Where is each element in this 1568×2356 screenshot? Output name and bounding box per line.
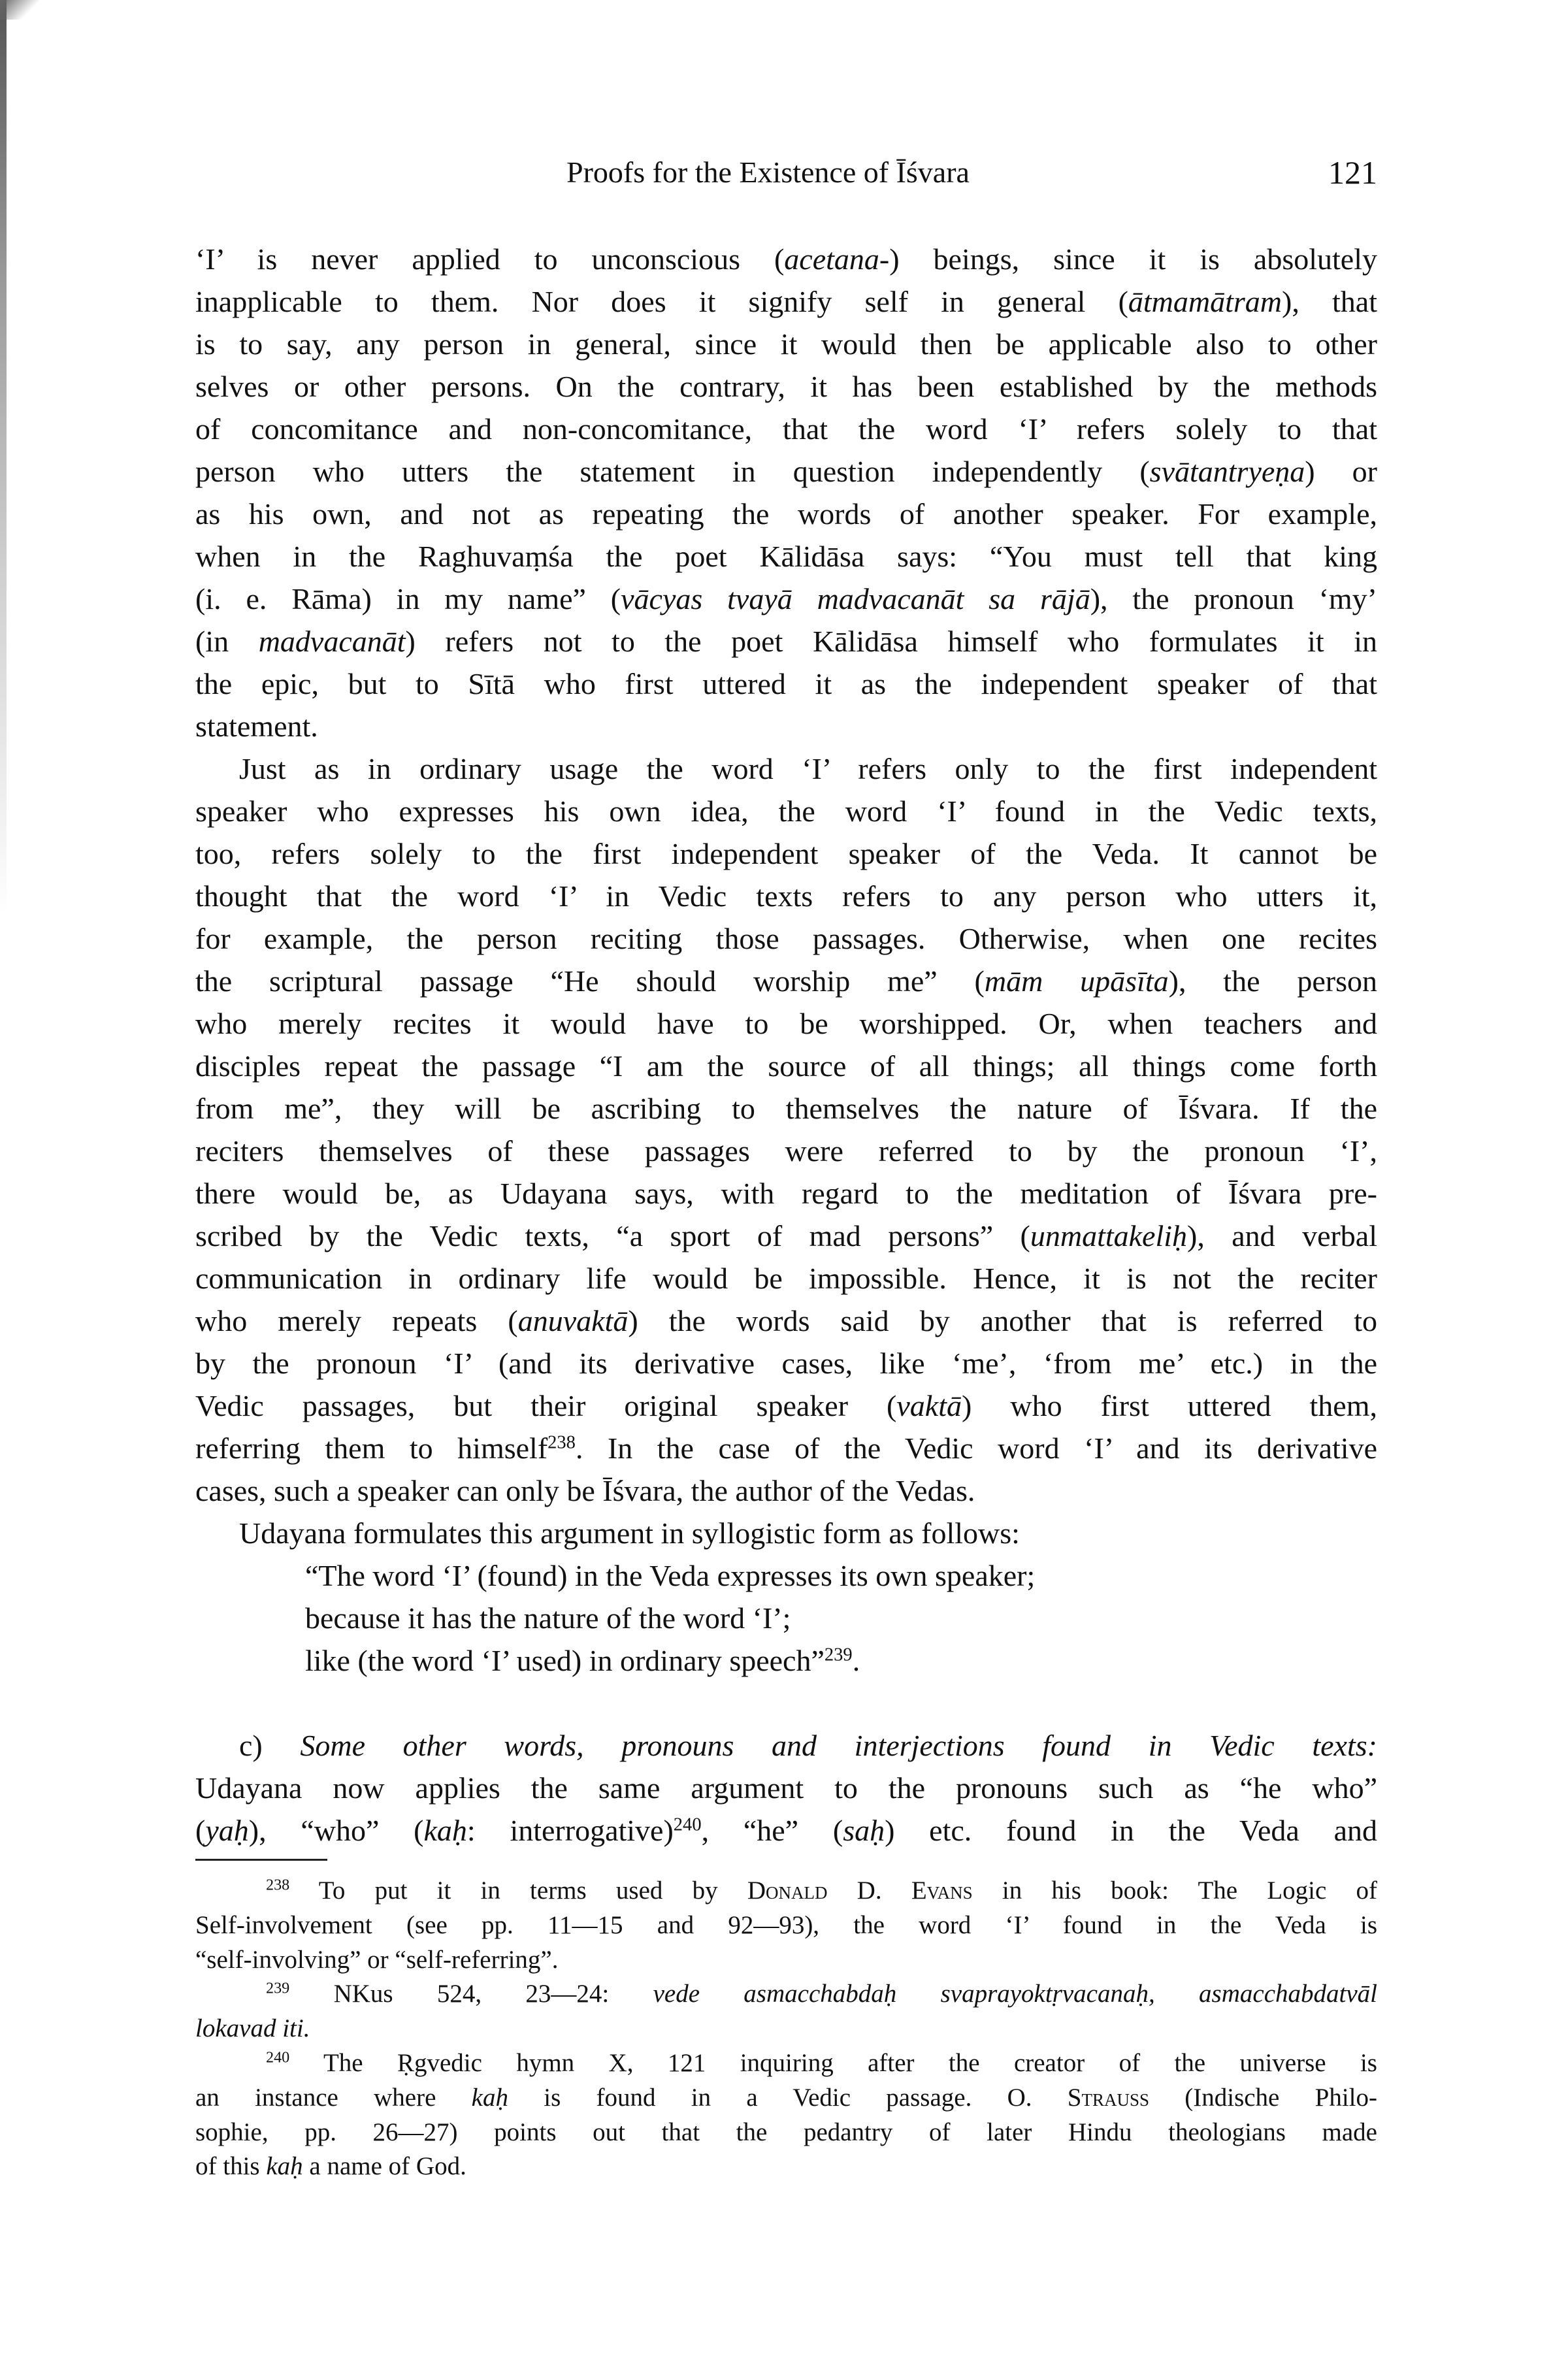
text-run: Udayana formulates this argument in syllogistic form as follows: [239, 1516, 1020, 1550]
text-line [195, 280, 1377, 323]
text-run: “The word ‘I’ (found) in the Veda expresses its own speaker; [305, 1559, 1036, 1592]
text-run: ) or [1305, 455, 1378, 488]
italic-term: yaḥ [205, 1814, 249, 1847]
text-line [195, 875, 1377, 917]
italic-term: kaḥ [471, 2083, 508, 2112]
italic-term: ātmamātram [1128, 285, 1282, 318]
italic-term: mām upāsīta [984, 964, 1169, 998]
footnote-reference: 239 [266, 1980, 290, 1998]
italic-term: svātantryeṇa [1149, 455, 1305, 488]
text-run: reciters themselves of these passages were referred to by the pronoun ‘I’, [195, 1134, 1377, 1168]
text-run: inapplicable to them. Nor does it signify self in general ( [195, 285, 1128, 318]
text-run: the scriptural passage “He should worship me” ( [195, 964, 985, 998]
footnote-line [266, 2046, 1377, 2080]
text-line [305, 1597, 1377, 1639]
text-run: cases, such a speaker can only be Īśvara, the author of the Vedas. [195, 1474, 975, 1507]
text-run: there would be, as Udayana says, with regard to the meditation of Īśvara pre- [195, 1177, 1377, 1210]
text-run: for example, the person reciting those passages. Otherwise, when one recites [195, 922, 1377, 955]
text-run: (in [195, 625, 259, 658]
text-run: ) beings, since it is absolutely [889, 242, 1377, 276]
italic-term: vaktā [896, 1389, 962, 1422]
text-line [195, 323, 1377, 365]
text-run: D. [827, 1876, 911, 1905]
running-head-title: Proofs for the Existence of Īśvara [566, 155, 970, 189]
text-line [195, 1384, 1377, 1427]
text-line [195, 790, 1377, 832]
text-run: of this [195, 2152, 267, 2181]
text-line [195, 1215, 1377, 1257]
text-run: from me”, they will be ascribing to themselves the nature of Īśvara. If the [195, 1092, 1377, 1125]
text-run: Self-involvement (see pp. 11—15 and 92—93), the word ‘I’ found in the Veda is [195, 1910, 1377, 1939]
footnote-line [195, 1908, 1377, 1942]
page-number: 121 [1328, 154, 1377, 191]
text-run: sophie, pp. 26—27) points out that the pedantry of later Hindu theologians made [195, 2118, 1377, 2146]
text-run: ), “who” ( [248, 1814, 424, 1847]
italic-term: saḥ [843, 1814, 885, 1847]
text-run: . In the case of the Vedic word ‘I’ and its derivative [575, 1432, 1377, 1465]
text-run: disciples repeat the passage “I am the source of all things; all things come forth [195, 1049, 1377, 1083]
text-run: Vedic passages, but their original speaker ( [195, 1389, 897, 1422]
footnote-line [195, 2011, 1377, 2046]
text-run: ), the person [1168, 964, 1377, 998]
text-line [195, 450, 1377, 493]
footnote-line [195, 2115, 1377, 2150]
text-line [195, 917, 1377, 960]
text-line [195, 1045, 1377, 1087]
text-run: who merely repeats ( [195, 1304, 518, 1337]
text-run: person who utters the statement in question independently ( [195, 455, 1150, 488]
text-line [195, 1087, 1377, 1130]
text-run: as his own, and not as repeating the words of another speaker. For example, [195, 497, 1377, 531]
text-run: Strauss [1067, 2083, 1149, 2112]
text-line [195, 832, 1377, 875]
text-run: is found in a Vedic passage. O. [508, 2083, 1068, 2112]
text-run: : interrogative) [466, 1814, 674, 1847]
text-run: because it has the nature of the word ‘I’; [305, 1601, 791, 1635]
text-line [195, 535, 1377, 578]
text-line [195, 238, 1377, 280]
text-run: c) [239, 1729, 301, 1762]
text-line [195, 1130, 1377, 1172]
text-line [195, 408, 1377, 450]
italic-term: vācyas tvayā madvacanāt sa rājā [621, 582, 1090, 615]
text-run: thought that the word ‘I’ in Vedic texts refers to any person who utters it, [195, 879, 1377, 913]
italic-term: Some other words, pronouns and interjections found in Vedic texts: [300, 1729, 1377, 1762]
text-line [195, 1002, 1377, 1045]
text-line [195, 1172, 1377, 1215]
text-line [195, 960, 1377, 1002]
footnote-line [266, 1873, 1377, 1908]
footnote-reference: 240 [266, 2048, 290, 2067]
text-run: “self-involving” or “self-referring”. [195, 1945, 559, 1974]
footnote-line [266, 1976, 1377, 2011]
italic-term: kaḥ [266, 2152, 303, 2181]
footnote-reference: 240 [673, 1814, 702, 1835]
text-line [239, 747, 1377, 790]
text-run: is to say, any person in general, since it would then be applicable also to other [195, 327, 1377, 361]
scan-edge-shadow [0, 0, 7, 915]
italic-term: lokavad iti. [195, 2014, 310, 2043]
text-run: in his book: The Logic of [972, 1876, 1377, 1905]
scan-corner-shadow [0, 0, 39, 20]
text-run: statement. [195, 710, 318, 743]
text-line [195, 1809, 1377, 1852]
footnote-line [195, 2080, 1377, 2115]
text-line [305, 1554, 1377, 1597]
text-line [195, 365, 1377, 408]
text-run: like (the word ‘I’ used) in ordinary speech” [305, 1644, 825, 1677]
text-run: To put it in terms used by [289, 1876, 747, 1905]
text-run: a name of God. [302, 2152, 466, 2181]
text-run: Evans [911, 1876, 973, 1905]
text-line [195, 1427, 1377, 1469]
footnote-line [195, 1942, 1377, 1977]
text-run: ‘I’ is never applied to unconscious ( [195, 242, 785, 276]
text-run: The Ṛgvedic hymn X, 121 inquiring after the creator of the universe is [289, 2049, 1377, 2077]
text-run: when in the Raghuvaṃśa the poet Kālidāsa says: “You must tell that king [195, 540, 1377, 573]
text-line [195, 1469, 1377, 1512]
text-line [195, 620, 1377, 663]
text-run: , “he” ( [701, 1814, 843, 1847]
text-run: referring them to himself [195, 1432, 548, 1465]
italic-term: vede asmacchabdaḥ svaprayoktṛvacanaḥ, asmacchabdatvāl [653, 1980, 1377, 2008]
text-run: ), that [1282, 285, 1378, 318]
italic-term: madvacanāt [258, 625, 406, 658]
text-run: too, refers solely to the first independent speaker of the Veda. It cannot be [195, 837, 1377, 870]
italic-term: unmattakeliḥ [1030, 1219, 1188, 1252]
text-run: (i. e. Rāma) in my name” ( [195, 582, 621, 615]
text-run: speaker who expresses his own idea, the word ‘I’ found in the Vedic texts, [195, 794, 1377, 828]
text-line [195, 663, 1377, 705]
text-run: NKus 524, 23—24: [289, 1980, 653, 2008]
text-run: by the pronoun ‘I’ (and its derivative cases, like ‘me’, ‘from me’ etc.) in the [195, 1347, 1377, 1380]
footnote-reference: 238 [266, 1876, 290, 1894]
text-run: communication in ordinary life would be impossible. Hence, it is not the reciter [195, 1262, 1377, 1295]
italic-term: acetana- [784, 242, 890, 276]
text-run: an instance where [195, 2083, 472, 2112]
text-run: of concomitance and non-concomitance, that the word ‘I’ refers solely to that [195, 412, 1377, 446]
text-line [195, 1257, 1377, 1300]
text-run: selves or other persons. On the contrary, it has been established by the methods [195, 370, 1377, 403]
text-run: ) refers not to the poet Kālidāsa himself who formulates it in [405, 625, 1377, 658]
text-run: (Indische Philo- [1149, 2083, 1377, 2112]
text-run: ( [195, 1814, 206, 1847]
footnote-line [195, 2149, 1377, 2184]
text-line [195, 578, 1377, 620]
text-run: scribed by the Vedic texts, “a sport of mad persons” ( [195, 1219, 1030, 1252]
text-line [195, 1300, 1377, 1342]
italic-term: anuvaktā [517, 1304, 629, 1337]
text-line [239, 1724, 1377, 1767]
footnote-separator [195, 1859, 327, 1861]
text-run: ), and verbal [1187, 1219, 1377, 1252]
text-run: the epic, but to Sītā who first uttered it as the independent speaker of that [195, 667, 1377, 700]
text-run: ) the words said by another that is referred to [628, 1304, 1377, 1337]
text-run: ) etc. found in the Veda and [885, 1814, 1377, 1847]
text-line [195, 1767, 1377, 1809]
text-line [195, 1342, 1377, 1384]
text-run: Donald [747, 1876, 828, 1905]
text-run: Udayana now applies the same argument to the pronouns such as “he who” [195, 1771, 1377, 1805]
text-line [239, 1512, 1377, 1554]
italic-term: kaḥ [423, 1814, 467, 1847]
text-run: who merely recites it would have to be worshipped. Or, when teachers and [195, 1007, 1377, 1040]
text-run: ), the pronoun ‘my’ [1090, 582, 1377, 615]
footnote-reference: 239 [824, 1644, 853, 1665]
footnote-reference: 238 [547, 1432, 576, 1453]
text-line [195, 705, 1377, 747]
text-line [195, 493, 1377, 535]
text-run: ) who first uttered them, [962, 1389, 1378, 1422]
text-run: . [852, 1644, 860, 1677]
text-run: Just as in ordinary usage the word ‘I’ refers only to the first independent [239, 752, 1377, 785]
text-line [305, 1639, 1377, 1682]
